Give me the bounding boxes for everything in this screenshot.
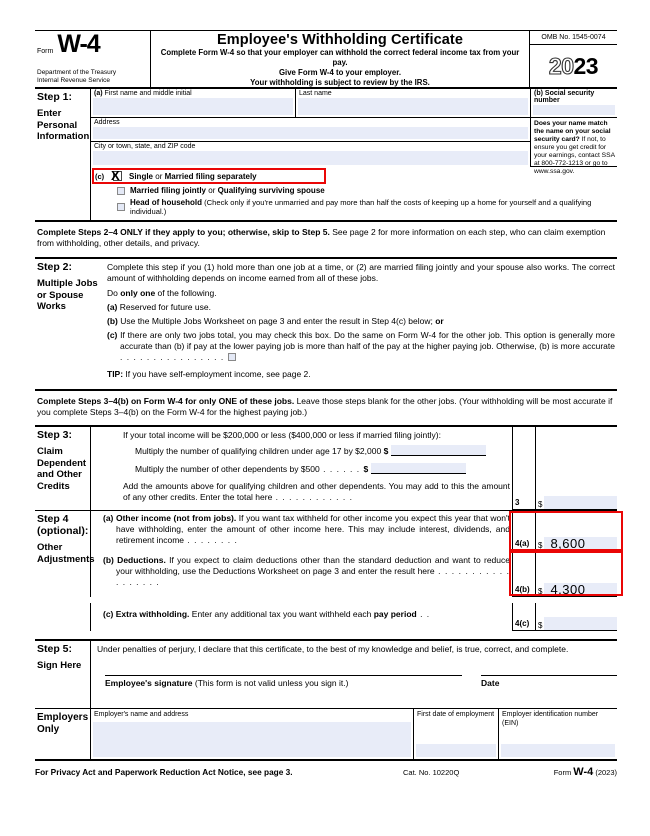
employers-only-label: Employers Only (37, 712, 89, 736)
step5-section (35, 641, 617, 709)
catalog-number: Cat. No. 10220Q (403, 768, 460, 777)
step3-title: Claim Dependent and Other Credits (37, 446, 87, 492)
last-name-input[interactable] (298, 98, 528, 115)
form-footer (35, 766, 617, 780)
line4c-number: 4(c) (513, 616, 535, 631)
privacy-act-notice: For Privacy Act and Paperwork Reduction Act Notice, see page 3. (35, 767, 293, 777)
employer-name-address-label: Employer's name and address (94, 711, 189, 718)
step3-total-text: Add the amounts above for qualifying children and other dependents. You may add to this the amount of any other credits. Enter the total here (123, 481, 510, 503)
omb-number: OMB No. 1545-0074 (530, 31, 617, 45)
step2-section (35, 259, 617, 391)
step4b-letter: (b) (103, 555, 114, 565)
step2-paragraph: Complete this step if you (1) hold more than one job at a time, or (2) are married filing jointly and your spouse also works. The correct amount of withholding depends on income earned from all of these jobs. (107, 262, 615, 284)
form-title: Employee's Withholding Certificate (217, 32, 463, 48)
opt-single: Single (129, 172, 154, 181)
line4c-amount-input[interactable] (544, 617, 617, 630)
step2-tip-label: TIP: (107, 369, 124, 380)
step2a-letter: (a) (107, 302, 118, 313)
step4a-text: If you want tax withheld for other income you expect this year that won't have withholding, enter the amount of other income here. This may include interest, dividends, and retirement income (116, 513, 510, 546)
step2b-or: or (435, 316, 444, 327)
w4-form (35, 30, 617, 780)
step5-title: Sign Here (37, 660, 82, 671)
step4c-text: Enter any additional tax you want withheld each (189, 609, 374, 619)
line4b-dollar-sign: $ (538, 587, 543, 596)
ein-label: Employer identification number (EIN) (502, 711, 599, 727)
first-date-employment-label: First date of employment (417, 711, 495, 718)
step2-doonly-post: of the following. (155, 288, 217, 299)
filing-status-area (91, 167, 617, 220)
step2c-text: If there are only two jobs total, you may check this box. Do the same on Form W-4 for the other job. This option is generally more accurate than (b) if pay at the lower paying job is more than half of the pay at the higher paying job. Otherwise, (b) is more accurate (117, 330, 615, 352)
line4b-amount: 4,300 (550, 582, 586, 597)
step4-label: Step 4 (optional): (37, 513, 89, 538)
step2-tip-text: If you have self-employment income, see page 2. (123, 369, 311, 380)
footer-form-id (554, 766, 617, 778)
opt-mfj-or: or (206, 186, 218, 195)
footer-form-year: (2023) (593, 768, 617, 777)
address-label: Address (94, 119, 120, 126)
step4a-letter: (a) (103, 513, 114, 523)
step3-children-input[interactable] (391, 445, 486, 456)
opt-hoh-rest: (Check only if you're unmarried and pay more than half the costs of keeping up a home for yourself and a qualifying individual.) (130, 198, 592, 216)
step4b-text: If you expect to claim deductions other than the standard deduction and want to reduce your withholding, use the Deductions Worksheet on page 3 and enter the result here (116, 555, 510, 577)
x-mark: X (111, 168, 120, 183)
ssa-notice-rest: If not, to ensure you get credit for your earnings, contact SSA at 800-772-1213 or go to www.ssa.gov. (534, 136, 615, 176)
opt-mfj: Married filing jointly (130, 186, 207, 195)
step4a-row (90, 511, 617, 551)
step1-section (35, 89, 617, 222)
ssa-notice-bold: Does your name match the name on your social security card? (534, 120, 611, 144)
step3-section (35, 427, 617, 511)
step4c-dots: . . (416, 609, 431, 619)
banner2-bold: Complete Steps 3–4(b) on Form W-4 for only ONE of these jobs. (37, 396, 295, 406)
ein-input[interactable] (501, 744, 615, 757)
step2b-text: Use the Multiple Jobs Worksheet on page 3 and enter the result in Step 4(c) below; (117, 316, 436, 327)
dept-irs: Internal Revenue Service (37, 76, 110, 84)
step4b-bold: Deductions. (113, 555, 166, 565)
step3-dependents-text: Multiply the number of other dependents by $500 (135, 464, 320, 475)
form-number: W-4 (57, 30, 100, 58)
line3-number: 3 (513, 495, 535, 510)
employers-only-section (35, 709, 617, 761)
line4a-dollar-sign: $ (538, 541, 543, 550)
step2b-letter: (b) (107, 316, 118, 327)
highlight-box-4b (509, 551, 623, 596)
married-jointly-checkbox[interactable] (117, 187, 125, 195)
year-outline: 20 (548, 52, 574, 79)
step2-doonly-pre: Do (107, 288, 121, 299)
step2c-checkbox[interactable] (228, 353, 236, 361)
form-word: Form (37, 48, 54, 56)
signature-label-rest: (This form is not valid unless you sign it.) (192, 678, 349, 688)
ssn-letter: (b) (534, 90, 543, 97)
signature-label-bold: Employee's signature (105, 678, 193, 688)
step3-total-dots: . . . . . . . . . . . . (272, 492, 353, 503)
form-header (35, 31, 617, 89)
ssa-notice (531, 118, 617, 176)
step2-doonly-bold: only one (120, 288, 156, 299)
opt-qss: Qualifying surviving spouse (217, 186, 325, 195)
step2c-dots: . . . . . . . . . . . . . . . . (120, 352, 225, 363)
step4a-bold: Other income (not from jobs). (113, 513, 237, 523)
form-title-block (150, 31, 530, 87)
step4-title: Other Adjustments (37, 542, 95, 565)
city-state-zip-input[interactable] (93, 151, 528, 165)
opt-single-or: or (153, 172, 165, 181)
step4-section (35, 511, 617, 641)
step1-label: Step 1: (37, 91, 73, 103)
ssn-label: Social security number (534, 90, 595, 104)
ssn-input[interactable] (533, 105, 615, 115)
dept-treasury: Department of the Treasury (37, 68, 117, 76)
step2a-text: Reserved for future use. (117, 302, 211, 313)
step3-dependents-input[interactable] (371, 463, 466, 474)
step3-intro: If your total income will be $200,000 or less ($400,000 or less if married filing jointly): (123, 430, 441, 440)
step3-children-dollar: $ (383, 446, 389, 457)
address-input[interactable] (93, 127, 528, 139)
footer-form-name: W-4 (573, 766, 594, 778)
banner2-rest: Leave those steps blank for the other jobs. (Your withholding will be most accurate if you complete Steps 3–4(b) on the Form W-4 for the highest paying job.) (37, 396, 613, 418)
form-subtitle-3: Your withholding is subject to review by the IRS. (250, 78, 430, 88)
step4c-bold2: pay period (373, 609, 417, 619)
step2c-letter: (c) (107, 330, 118, 341)
line4b-number: 4(b) (513, 582, 535, 597)
filing-status-letter: (c) (95, 172, 105, 181)
footer-form-word: Form (553, 768, 574, 777)
step1-title: Enter Personal Information (37, 108, 90, 143)
step4b-dots: . . . . . . . . . . . . . . . . . . (116, 566, 510, 588)
first-name-input[interactable] (93, 98, 293, 115)
line3-amount-input[interactable] (544, 496, 617, 509)
last-name-label: Last name (299, 90, 332, 97)
steps-3-4b-banner (35, 391, 617, 427)
line4a-amount: 8,600 (550, 536, 586, 551)
step3-label: Step 3: (37, 429, 73, 441)
omb-year-block (530, 31, 617, 87)
form-subtitle-2: Give Form W-4 to your employer. (278, 68, 402, 78)
step2-title: Multiple Jobs or Spouse Works (37, 278, 98, 313)
city-state-zip-label: City or town, state, and ZIP code (94, 143, 196, 150)
head-of-household-checkbox[interactable] (117, 203, 125, 211)
banner1-bold: Complete Steps 2–4 ONLY if they apply to you; otherwise, skip to Step 5. (37, 227, 330, 237)
step2-label: Step 2: (37, 261, 73, 273)
step3-dependents-dollar: $ (363, 464, 369, 475)
step4c-bold: Extra withholding. (113, 609, 190, 619)
steps-2-4-banner (35, 222, 617, 259)
step3-children-text: Multiply the number of qualifying children under age 17 by $2,000 (135, 446, 382, 457)
tax-year (530, 45, 617, 87)
opt-hoh: Head of household (130, 198, 202, 207)
form-id-block (35, 31, 150, 87)
employer-name-address-input[interactable] (93, 722, 411, 757)
perjury-statement: Under penalties of perjury, I declare that this certificate, to the best of my knowledge and belief, is true, correct, and complete. (97, 644, 569, 654)
first-name-label: First name and middle initial (104, 90, 192, 97)
opt-mfs: Married filing separately (164, 172, 257, 181)
step4c-row (90, 603, 617, 631)
date-line[interactable] (481, 675, 617, 688)
step4a-dots: . . . . . . . . (184, 535, 238, 546)
step4b-row (90, 551, 617, 597)
single-checkbox[interactable] (111, 168, 125, 183)
banner1-rest: See page 2 for more information on each step, who can claim exemption from withholding, other details, and privacy. (37, 227, 606, 249)
year-solid: 23 (573, 52, 599, 79)
highlight-box-filing-status (92, 168, 326, 184)
first-name-letter: (a) (94, 90, 103, 97)
highlight-box-4a (509, 511, 623, 551)
step3-dependents-dots: . . . . . . (319, 464, 364, 475)
step5-label: Step 5: (37, 643, 73, 655)
first-date-employment-input[interactable] (416, 744, 496, 757)
line4a-number: 4(a) (513, 536, 535, 551)
step4c-letter: (c) (103, 609, 114, 619)
line3-dollar-sign: $ (538, 500, 543, 509)
form-subtitle-1: Complete Form W-4 so that your employer can withhold the correct federal income tax from your pay. (160, 48, 520, 68)
signature-line[interactable] (105, 675, 462, 688)
line4c-dollar-sign: $ (538, 621, 543, 630)
date-label: Date (481, 678, 500, 688)
